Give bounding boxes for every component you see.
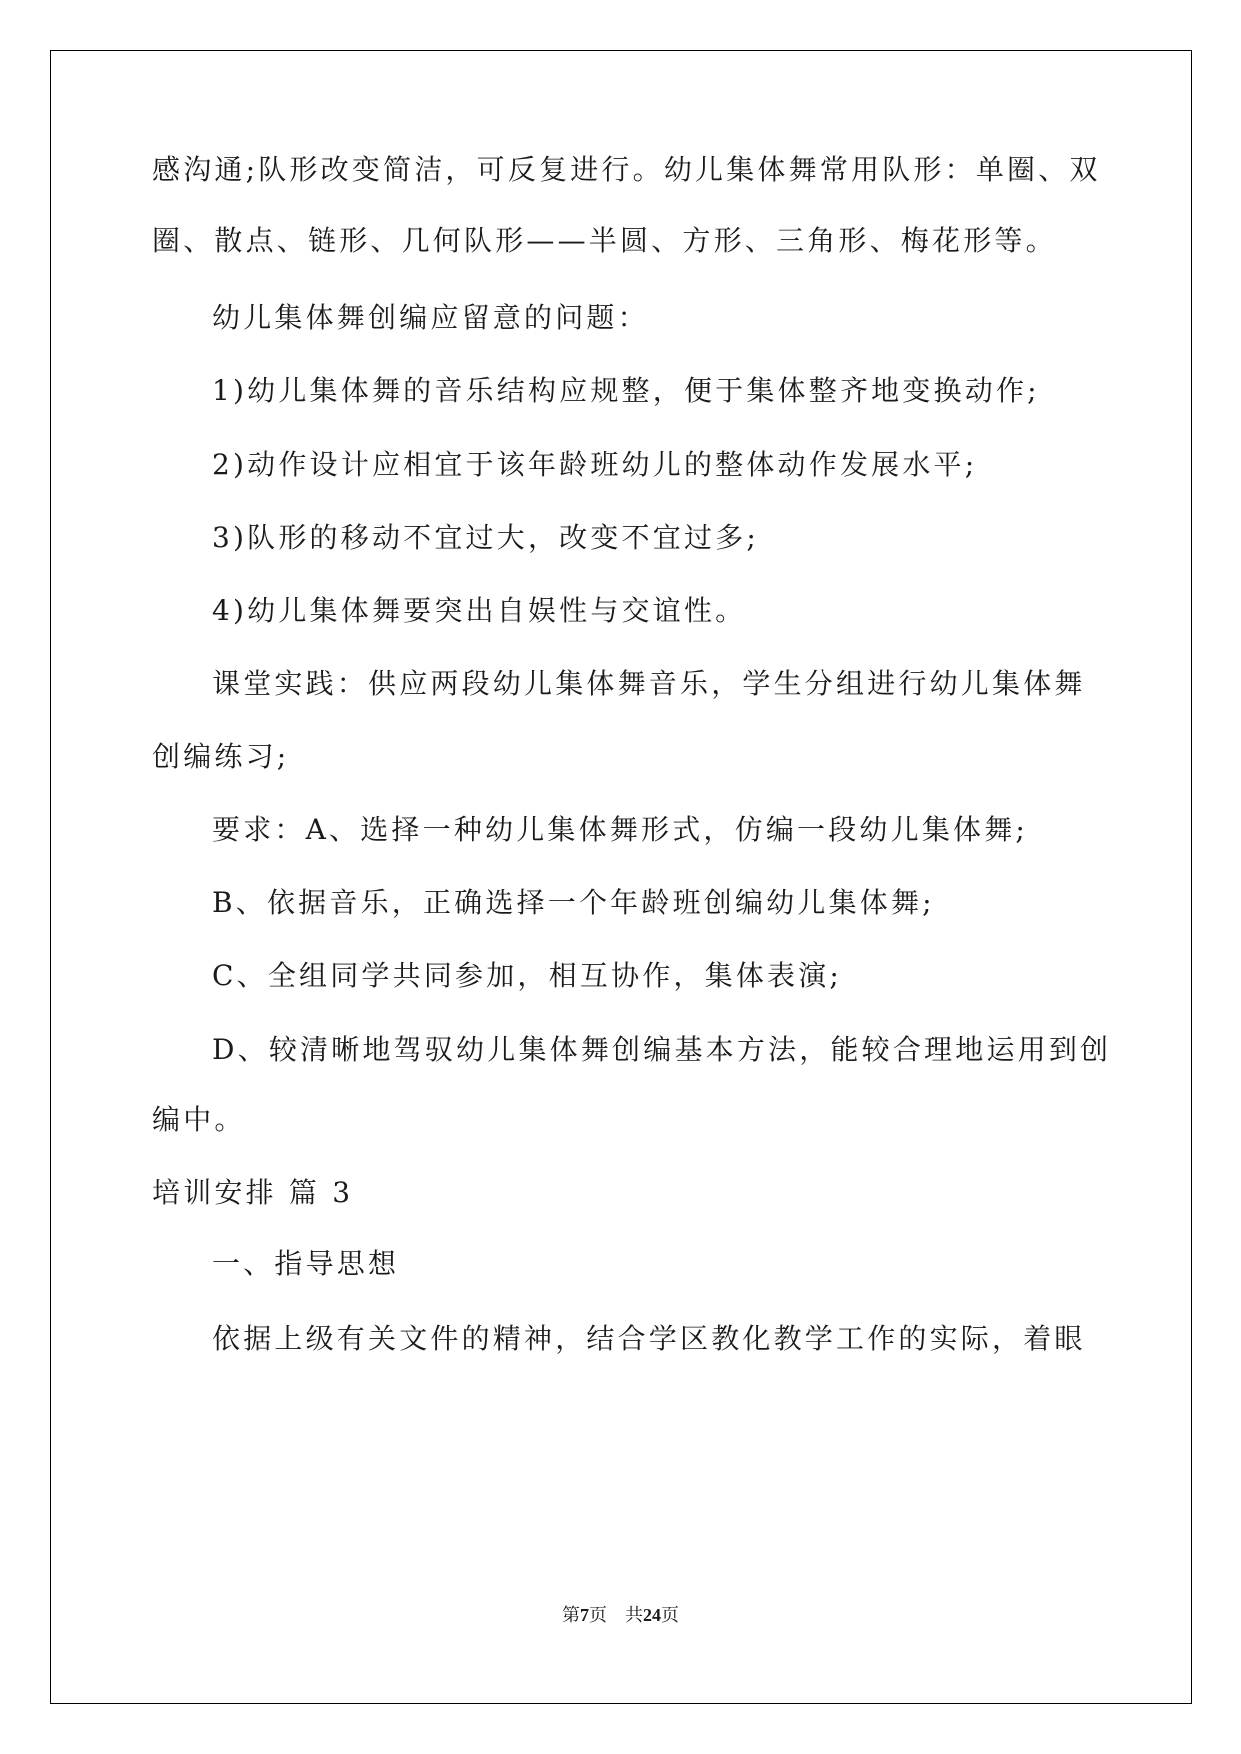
list-item: B、依据音乐，正确选择一个年龄班创编幼儿集体舞; — [212, 886, 935, 919]
page-label-mid: 页 共 — [589, 1605, 643, 1625]
paragraph-line: 创编练习; — [152, 740, 290, 773]
paragraph-line: 课堂实践：供应两段幼儿集体舞音乐，学生分组进行幼儿集体舞 — [212, 667, 1086, 700]
list-item: 要求：A、选择一种幼儿集体舞形式，仿编一段幼儿集体舞; — [212, 813, 1029, 846]
paragraph-line: 幼儿集体舞创编应留意的问题： — [212, 301, 649, 334]
paragraph-line: 感沟通;队形改变简洁，可反复进行。幼儿集体舞常用队形：单圈、双 — [152, 153, 1101, 186]
paragraph-line: 圈、散点、链形、几何队形——半圆、方形、三角形、梅花形等。 — [152, 224, 1057, 257]
current-page-number: 7 — [580, 1605, 589, 1625]
list-item: C、全组同学共同参加，相互协作，集体表演; — [212, 959, 843, 992]
list-item: 4)幼儿集体舞要突出自娱性与交谊性。 — [212, 594, 747, 627]
list-item: 3)队形的移动不宜过大，改变不宜过多; — [212, 521, 759, 554]
list-item: 1)幼儿集体舞的音乐结构应规整，便于集体整齐地变换动作; — [212, 374, 1040, 407]
page-label-prefix: 第 — [562, 1605, 580, 1625]
paragraph-line: 编中。 — [152, 1103, 246, 1136]
section-heading: 培训安排 篇 3 — [152, 1176, 354, 1209]
total-page-number: 24 — [643, 1605, 661, 1625]
paragraph-line: 依据上级有关文件的精神，结合学区教化教学工作的实际，着眼 — [212, 1322, 1086, 1355]
section-subheading: 一、指导思想 — [212, 1247, 400, 1280]
list-item: D、较清晰地驾驭幼儿集体舞创编基本方法，能较合理地运用到创 — [212, 1033, 1112, 1066]
list-item: 2)动作设计应相宜于该年龄班幼儿的整体动作发展水平; — [212, 448, 978, 481]
page-label-suffix: 页 — [661, 1605, 679, 1625]
page-footer — [0, 1603, 1241, 1627]
